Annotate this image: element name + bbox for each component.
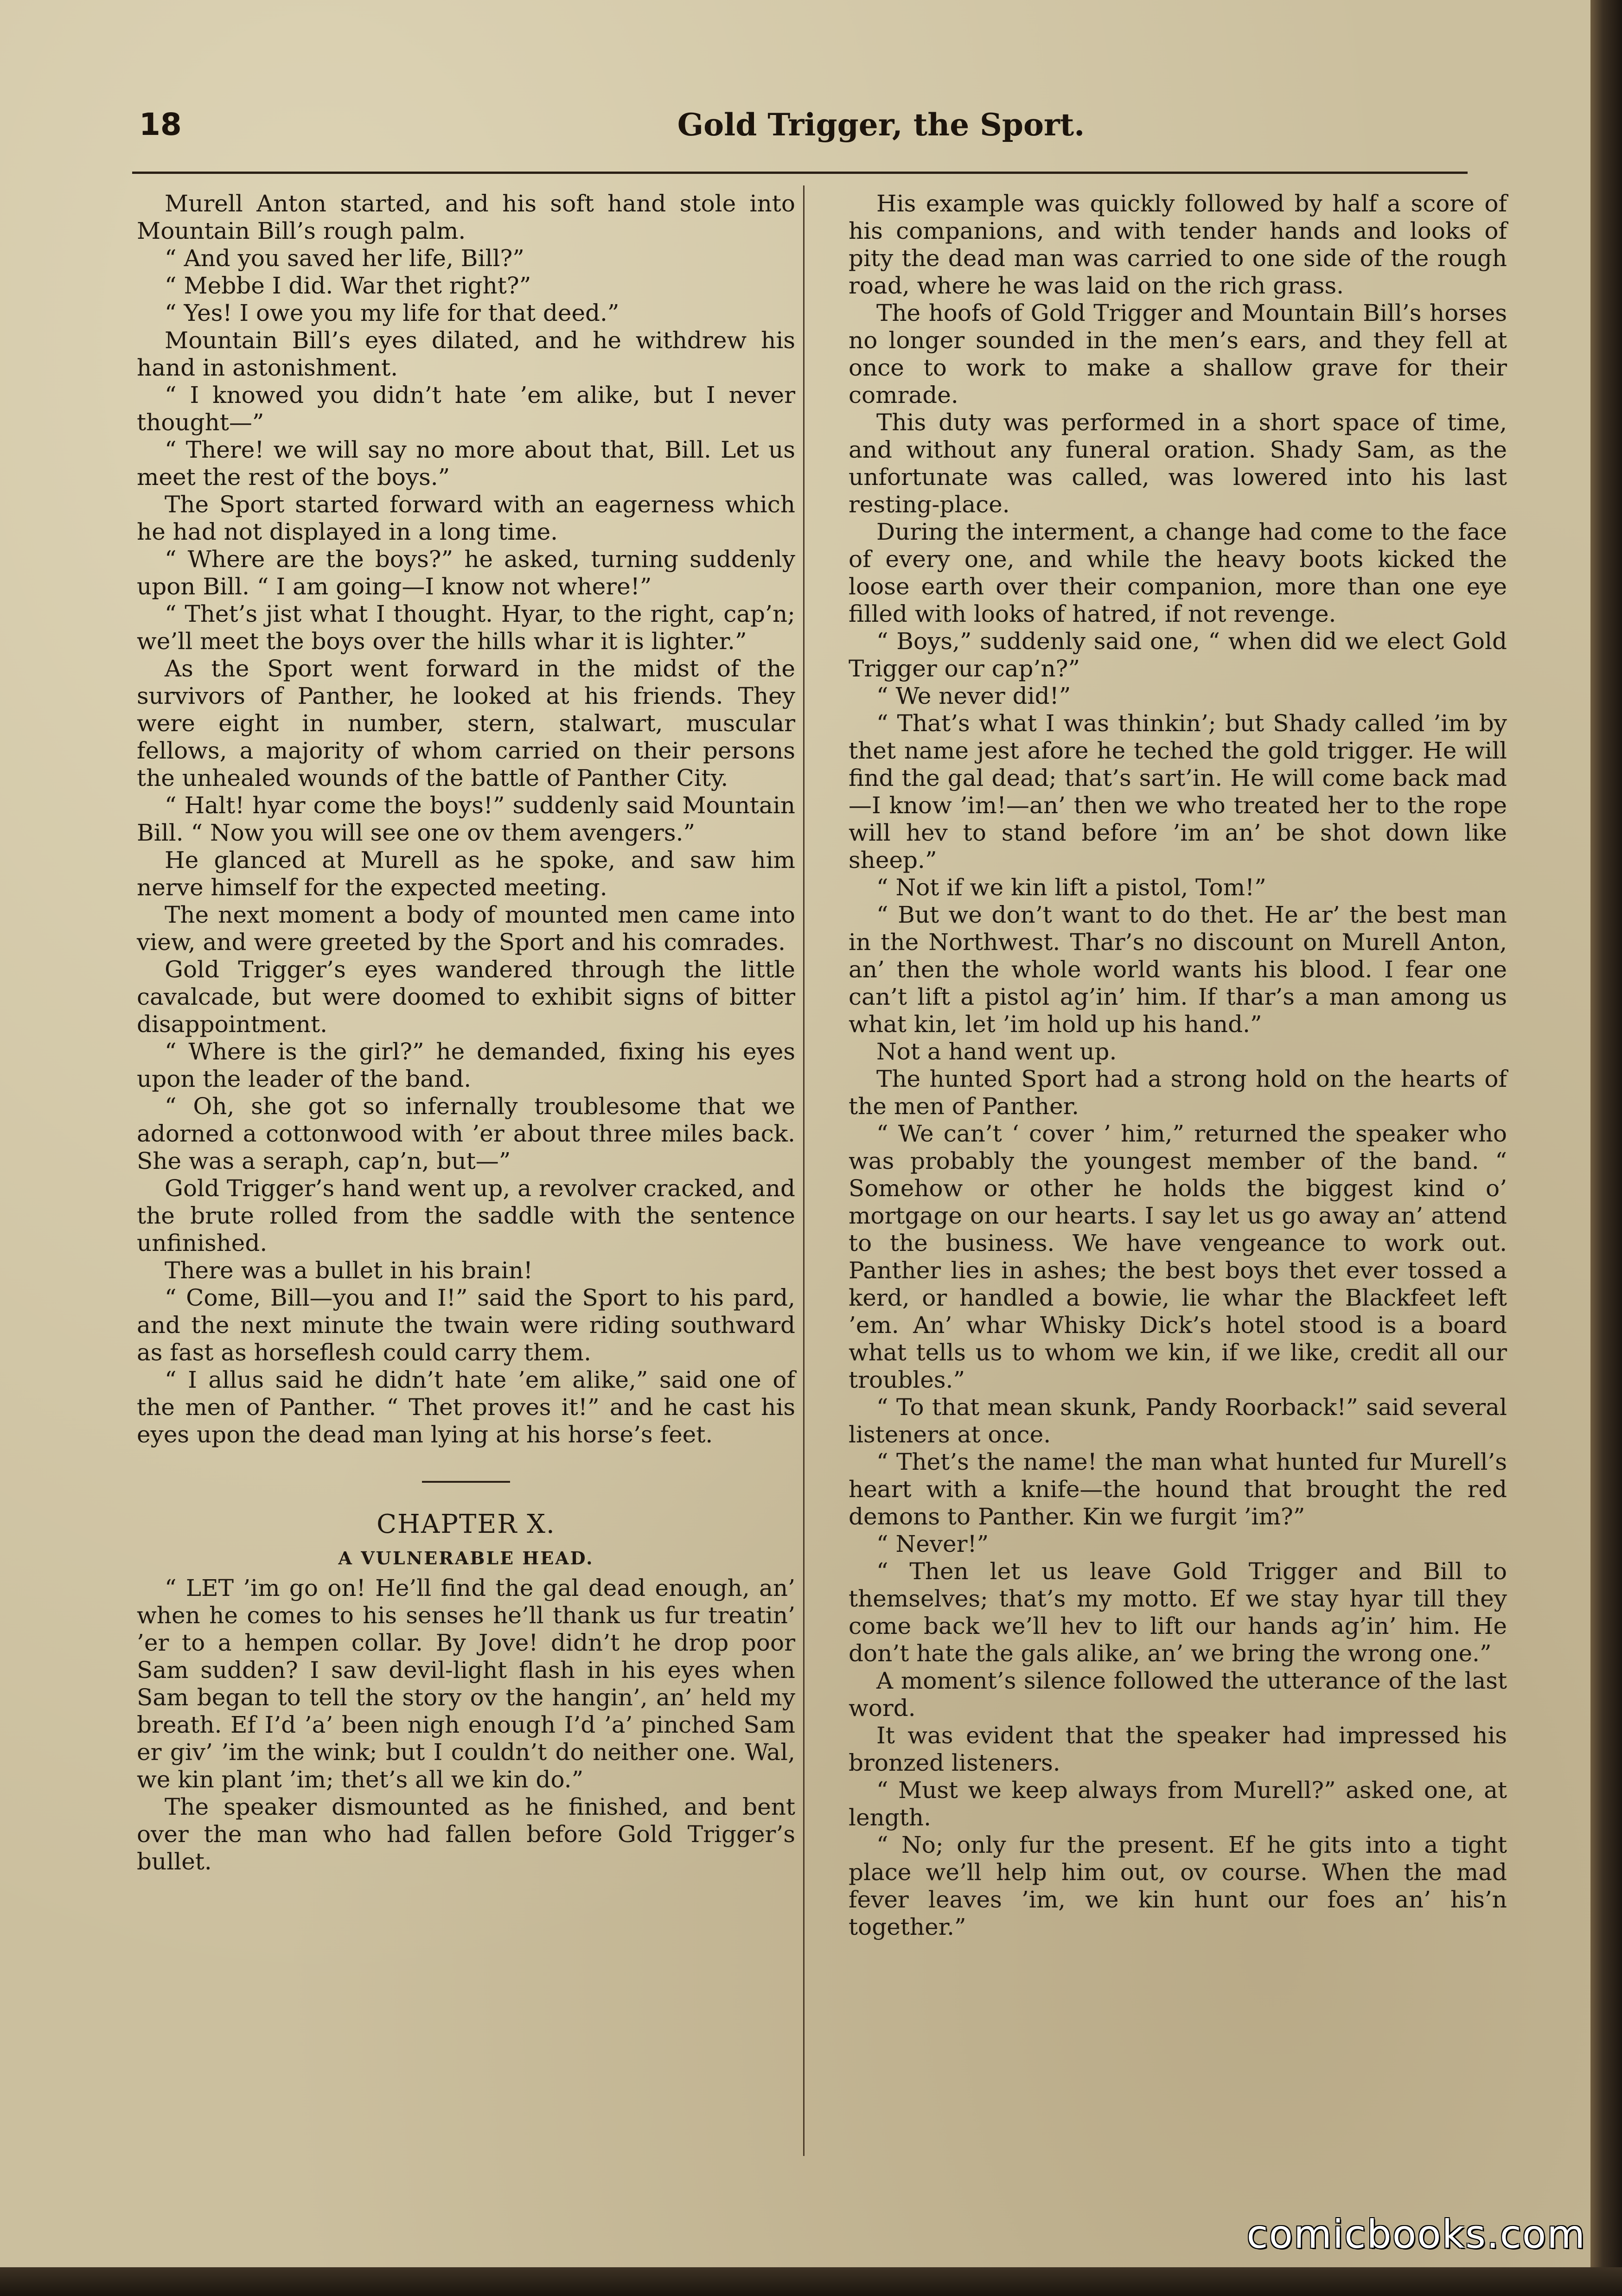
chapter-x-text (137, 1575, 795, 1875)
right-column-story (849, 190, 1507, 1941)
paragraph: “ We never did!” (876, 682, 1071, 709)
paragraph: This duty was performed in a short space of time, and without any funeral oration. Shady Sam, as the unfortunate was called, was lowered into his last resting-place. (849, 409, 1507, 518)
page-edge-shadow (1590, 0, 1622, 2296)
paragraph: “ Thet’s the name! the man what hunted fur Murell’s heart with a knife—the hound that brought the red demons to Panther. Kin we furgit ’im?” (849, 1448, 1507, 1530)
paragraph: The hoofs of Gold Trigger and Mountain Bill’s horses no longer sounded in the men’s ears, and they fell at once to work to make a shallow grave for their comrade. (849, 300, 1507, 408)
paragraph: As the Sport went forward in the midst of the survivors of Panther, he looked at his friends. They were eight in number, stern, stalwart, muscular fellows, a majority of whom carried on their persons the unhealed wounds of the battle of Panther City. (137, 655, 795, 791)
paragraph: Gold Trigger’s eyes wandered through the little cavalcade, but were doomed to exhibit signs of bitter disappointment. (137, 956, 795, 1038)
paragraph: Gold Trigger’s hand went up, a revolver cracked, and the brute rolled from the saddle with the sentence unfinished. (137, 1175, 795, 1256)
paragraph: A moment’s silence followed the utterance of the last word. (849, 1667, 1507, 1722)
column-divider (803, 185, 805, 2156)
chapter-subtitle: A VULNERABLE HEAD. (338, 1548, 594, 1569)
paragraph: “ I allus said he didn’t hate ’em alike,” said one of the men of Panther. “ Thet proves it!” and he cast his eyes upon the dead man lying at his horse’s feet. (137, 1366, 795, 1448)
watermark-logo: comicbooks.com (1246, 2212, 1586, 2257)
paragraph: “ No; only fur the present. Ef he gits into a tight place we’ll help him out, ov course. When the mad fever leaves ’im, we kin hunt our foes an’ his’n together.” (849, 1831, 1507, 1940)
paragraph: Murell Anton started, and his soft hand stole into Mountain Bill’s rough palm. (137, 190, 795, 244)
paragraph: The speaker dismounted as he finished, and bent over the man who had fallen before Gold Trigger’s bullet. (137, 1793, 795, 1875)
paragraph: “ Not if we kin lift a pistol, Tom!” (876, 874, 1266, 901)
paragraph: “ Yes! I owe you my life for that deed.” (165, 300, 619, 326)
left-column-story (137, 190, 795, 1448)
paragraph: Not a hand went up. (876, 1038, 1117, 1065)
paragraph: “ Then let us leave Gold Trigger and Bill to themselves; that’s my motto. Ef we stay hyar till they come back we’ll hev to lift our hands ag’in’ him. He don’t hate the gals alike, an’ we bring the wrong one.” (849, 1558, 1507, 1667)
paragraph: The next moment a body of mounted men came into view, and were greeted by the Sport and his comrades. (137, 901, 795, 956)
paragraph: “ I knowed you didn’t hate ’em alike, but I never thought—” (137, 382, 795, 436)
page-number: 18 (139, 107, 182, 142)
paragraph: During the interment, a change had come to the face of every one, and while the heavy boots kicked the loose earth over their companion, more than one eye filled with looks of hatred, if not revenge. (849, 518, 1507, 627)
paragraph: There was a bullet in his brain! (165, 1257, 533, 1284)
paragraph: Mountain Bill’s eyes dilated, and he withdrew his hand in astonishment. (137, 327, 795, 381)
paragraph: “ There! we will say no more about that, Bill. Let us meet the rest of the boys.” (137, 436, 795, 491)
running-title: Gold Trigger, the Sport. (677, 107, 1085, 143)
paragraph: “ Boys,” suddenly said one, “ when did we elect Gold Trigger our cap’n?” (849, 628, 1507, 682)
paragraph: “ Must we keep always from Murell?” asked one, at length. (849, 1777, 1507, 1831)
left-column (137, 190, 795, 1875)
page-bottom-shadow (0, 2267, 1622, 2296)
paragraph: “ Thet’s jist what I thought. Hyar, to the right, cap’n; we’ll meet the boys over the hills whar it is lighter.” (137, 600, 795, 655)
paragraph: “ Where is the girl?” he demanded, fixing his eyes upon the leader of the band. (137, 1038, 795, 1092)
paragraph: It was evident that the speaker had impressed his bronzed listeners. (849, 1722, 1507, 1776)
paragraph: “ Where are the boys?” he asked, turning suddenly upon Bill. “ I am going—I know not where!” (137, 546, 795, 600)
paragraph: His example was quickly followed by half a score of his companions, and with tender hands and looks of pity the dead man was carried to one side of the rough road, where he was laid on the rich grass. (849, 190, 1507, 299)
paragraph: “ But we don’t want to do thet. He ar’ the best man in the Northwest. Thar’s no discount on Murell Anton, an’ then the whole world wants his blood. I fear one can’t lift a pistol ag’in’ him. If thar’s a man among us what kin, let ’im hold up his hand.” (849, 901, 1507, 1038)
chapter-title: CHAPTER X. (377, 1509, 556, 1539)
paragraph: “ To that mean skunk, Pandy Roorback!” said several listeners at once. (849, 1394, 1507, 1448)
right-column (849, 190, 1507, 1941)
paragraph: The hunted Sport had a strong hold on the hearts of the men of Panther. (849, 1065, 1507, 1120)
paragraph: “ Never!” (876, 1531, 989, 1557)
paragraph: “ Oh, she got so infernally troublesome that we adorned a cottonwood with ’er about three miles back. She was a seraph, cap’n, but—” (137, 1093, 795, 1174)
header-rule (132, 172, 1468, 174)
paragraph: “ That’s what I was thinkin’; but Shady called ’im by thet name jest afore he teched the gold trigger. He will find the gal dead; that’s sart’in. He will come back mad—I know ’im!—an’ then we who treated her to the rope will hev to stand before ’im an’ be shot down like sheep.” (849, 710, 1507, 874)
paragraph: “ Mebbe I did. War thet right?” (165, 272, 531, 299)
paragraph: He glanced at Murell as he spoke, and saw him nerve himself for the expected meeting. (137, 847, 795, 901)
paragraph: “ We can’t ‘ cover ’ him,” returned the speaker who was probably the youngest member of the band. “ Somehow or other he holds the biggest kind o’ mortgage on our hearts. I say let us go away an’ attend to the business. We have vengeance to work out. Panther lies in ashes; the best boys thet ever tossed a kerd, or handled a bowie, lie whar the Blackfeet left ’em. An’ whar Whisky Dick’s hotel stood is a board what tells us to whom we kin, if we like, credit all our troubles.” (849, 1120, 1507, 1393)
paragraph: “ Halt! hyar come the boys!” suddenly said Mountain Bill. “ Now you will see one ov them avengers.” (137, 792, 795, 846)
paragraph: “ LET ’im go on! He’ll find the gal dead enough, an’ when he comes to his senses he’ll thank us fur treatin’ ’er to a hempen collar. By Jove! didn’t he drop poor Sam sudden? I saw devil-light flash in his eyes when Sam began to tell the story ov the hangin’, an’ held my breath. Ef I’d ’a’ been nigh enough I’d ’a’ pinched Sam er giv’ ’im the wink; but I couldn’t do neither one. Wal, we kin plant ’im; thet’s all we kin do.” (137, 1575, 795, 1793)
section-break-rule (422, 1481, 510, 1483)
paragraph: The Sport started forward with an eagerness which he had not displayed in a long time. (137, 491, 795, 545)
paragraph: “ And you saved her life, Bill?” (165, 245, 524, 272)
paragraph: “ Come, Bill—you and I!” said the Sport to his pard, and the next minute the twain were riding southward as fast as horseflesh could carry them. (137, 1284, 795, 1366)
